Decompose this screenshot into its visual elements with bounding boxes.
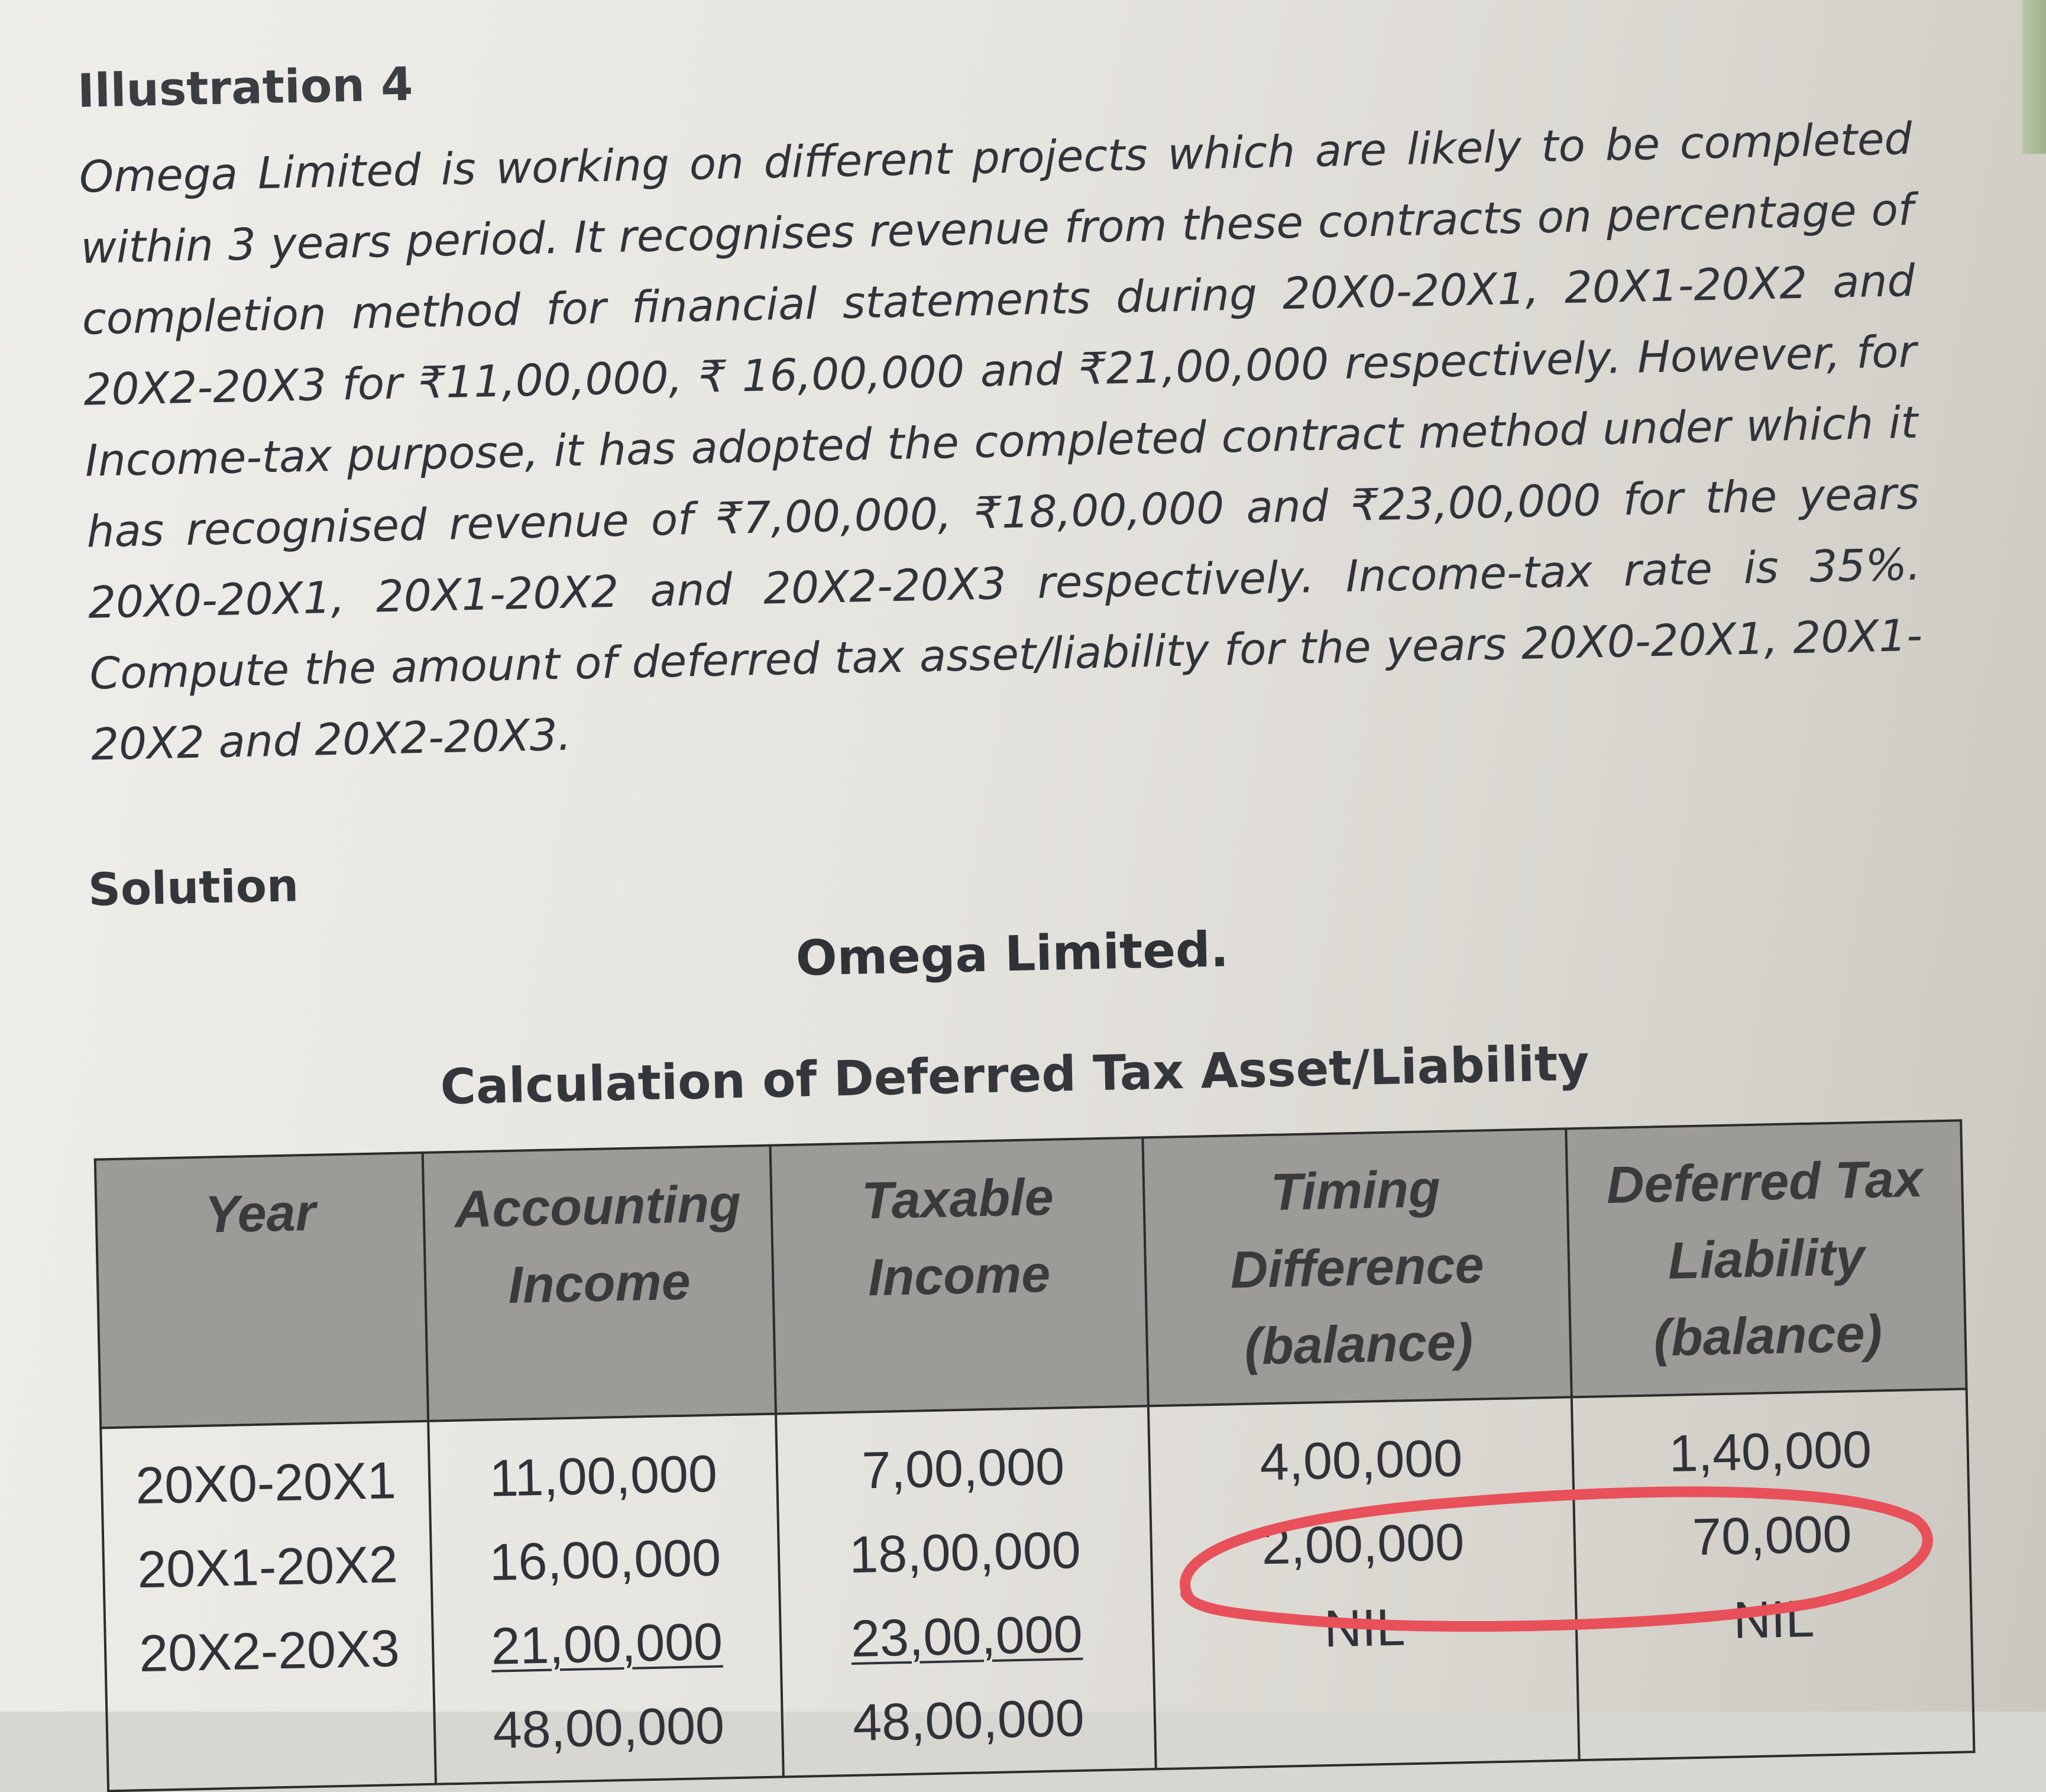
cell-total-timing — [1154, 1665, 1579, 1769]
header-deferred-tax-liability: Deferred Tax Liability (balance) — [1566, 1120, 1966, 1397]
illustration-text — [73, 103, 1931, 781]
text-line: Compute the amount of deferred tax asset/liability for the years 20X0-20X1, 20X1- — [89, 610, 1923, 700]
text-line: within 3 years period. It recognises revenue from these contracts on percentage of — [80, 184, 1914, 274]
header-taxable-income: Taxable Income — [770, 1137, 1148, 1413]
cell-taxable-value: 23,00,000 — [850, 1604, 1083, 1668]
cell-taxable: 18,00,000 — [778, 1506, 1152, 1598]
highlight-stroke — [1185, 1492, 1928, 1626]
cell-accounting: 16,00,000 — [430, 1515, 779, 1606]
cell-timing: 4,00,000 — [1148, 1397, 1574, 1506]
company-name: Omega Limited. — [795, 921, 1229, 987]
cell-year: 20X1-20X2 — [103, 1522, 432, 1613]
page-edge — [2022, 0, 2046, 154]
highlight-circle — [1153, 1461, 1945, 1638]
table-title: Calculation of Deferred Tax Asset/Liability — [439, 1035, 1590, 1116]
header-accounting-income: Accounting Income — [423, 1146, 776, 1421]
illustration-title: Illustration 4 — [76, 57, 414, 118]
header-timing-difference: Timing Difference (balance) — [1142, 1128, 1572, 1406]
cell-accounting: 11,00,000 — [429, 1414, 778, 1522]
text-line: Income-tax purpose, it has adopted the completed contract method under which it — [85, 397, 1919, 487]
cell-taxable: 7,00,000 — [776, 1406, 1150, 1514]
cell-accounting-value: 21,00,000 — [490, 1612, 724, 1675]
header-year: Year — [95, 1153, 429, 1428]
cell-year: 20X0-20X1 — [101, 1421, 430, 1529]
text-line: has recognised revenue of ₹7,00,000, ₹18,00,000 and ₹23,00,000 for the years — [86, 468, 1920, 558]
cell-deferred: NIL — [1575, 1573, 1972, 1665]
cell-total-taxable: 48,00,000 — [781, 1674, 1155, 1777]
deferred-tax-table — [94, 1119, 1976, 1792]
text-line: 20X0-20X1, 20X1-20X2 and 20X2-20X3 respectively. Income-tax rate is 35%. — [88, 539, 1922, 629]
text-line: completion method for financial statements during 20X0-20X1, 20X1-20X2 and — [82, 255, 1916, 345]
cell-taxable — [779, 1590, 1154, 1682]
cell-timing: 2,00,000 — [1150, 1497, 1575, 1590]
text-line: 20X2-20X3 for ₹11,00,000, ₹ 16,00,000 and ₹21,00,000 respectively. However, for — [83, 326, 1917, 416]
solution-heading: Solution — [88, 859, 299, 916]
cell-deferred: 1,40,000 — [1572, 1389, 1969, 1497]
text-line: Omega Limited is working on different projects which are likely to be completed — [79, 113, 1913, 203]
cell-total-label — [106, 1690, 436, 1791]
cell-accounting — [432, 1598, 781, 1689]
cell-timing: NIL — [1152, 1581, 1577, 1674]
table-header-row — [95, 1120, 1967, 1428]
cell-total-deferred — [1577, 1657, 1974, 1760]
cell-year: 20X2-20X3 — [105, 1606, 434, 1697]
cell-total-accounting: 48,00,000 — [434, 1682, 784, 1784]
text-line: 20X2 and 20X2-20X3. — [90, 709, 572, 771]
cell-deferred: 70,000 — [1574, 1489, 1970, 1581]
